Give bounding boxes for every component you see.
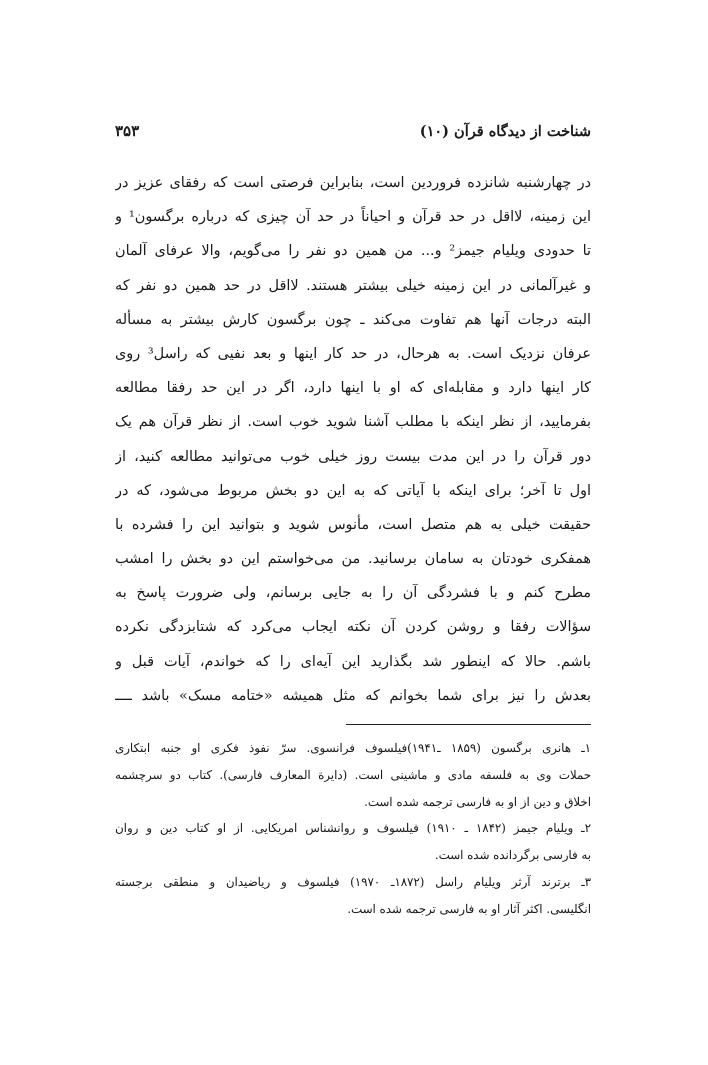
- body-line: عرفان نزدیک است. به هرحال، در حد کار اینها و بعد نفیی که راسل³ روی: [115, 345, 591, 362]
- running-head: [115, 118, 591, 144]
- body-line: بفرمایید، از نظر اینکه با مطلب آشنا شوید خوب است. از نظر قرآن هم یک: [115, 414, 591, 431]
- footnote-line: انگلیسی. اکثر آثار او به فارسی ترجمه شده است.: [347, 901, 591, 916]
- body-line: و غیرآلمانی در این زمینه خیلی بیشتر هستند. لااقل در حد همین دو نفر که: [115, 277, 591, 294]
- body-line: این زمینه، لااقل در حد قرآن و احیاناً در حد آن چیزی که درباره برگسون¹ و: [115, 209, 591, 226]
- footnote-line: ۲ـ ویلیام جیمز (۱۸۴۲ ـ ۱۹۱۰) فیلسوف و روانشناس امریکایی. از او کتاب دین و روان: [115, 821, 591, 836]
- body-line: کار اینها دارد و مقابله‌ای که او با اینها دارد، اگر در این حد رفقا مطالعه: [115, 380, 591, 397]
- footnote-line: ۳ـ برترند آرثر ویلیام راسل (۱۸۷۲ـ ۱۹۷۰) فیلسوف و ریاضیدان و منطقی برجسته: [115, 874, 591, 889]
- body-line: همفکری خودتان به سامان برسانید. من می‌خواستم این دو بخش را امشب: [115, 551, 591, 568]
- body-line: البته درجات آنها هم تفاوت می‌کند ـ چون برگسون کارش بیشتر به مسأله: [115, 311, 591, 328]
- body-line: سؤالات رفقا و روشن کردن آن نکته ایجاب می‌کرد که شتابزدگی نکرده: [115, 619, 591, 636]
- page-number: ۳۵۳: [115, 122, 140, 140]
- footnote-line: به فارسی برگردانده شده است.: [434, 848, 591, 863]
- body-line: مطرح کنم و با فشردگی آن را به جایی برسانم، ولی ضرورت پاسخ به: [115, 585, 591, 602]
- footnotes: [115, 735, 591, 923]
- body-line: بعدش را نیز برای شما بخوانم که مثل همیشه «ختامه مسک» باشد ــــ: [115, 687, 591, 704]
- body-line: اول تا آخر؛ برای اینکه با آیاتی که به این دو بخش مربوط می‌شود، که در: [115, 482, 591, 499]
- running-head-title: شناخت از دیدگاه قرآن (۱۰): [419, 122, 591, 140]
- body-line: باشم. حالا که اینطور شد بگذارید این آیه‌ای را که خواندم، آیات قبل و: [115, 653, 591, 670]
- body-line: دور قرآن را در این مدت بیست روز خیلی خوب می‌توانید مطالعه کنید، از: [115, 448, 591, 465]
- footnote-divider: [346, 724, 591, 725]
- body-line: در چهارشنبه شانزده فروردین است، بنابراین فرصتی است که رفقای عزیز در: [115, 175, 591, 191]
- footnote-line: ۱ـ هانری برگسون (۱۸۵۹ ـ۱۹۴۱)فیلسوف فرانسوی. سرّ نفوذ فکری او جنبه ابتکاری: [115, 741, 591, 755]
- body-line: تا حدودی ویلیام جیمز² و... من همین دو نفر را می‌گویم، والا عرفای آلمان: [115, 243, 591, 260]
- footnote-line: اخلاق و دین از او به فارسی ترجمه شده است.: [364, 794, 591, 809]
- body-line: حقیقت خیلی به هم متصل است، مأنوس شوید و بتوانید این را فشرده با: [115, 516, 591, 533]
- footnote-line: حملات وی به فلسفه مادی و ماشینی است. (دایرة المعارف فارسی). کتاب دو سرچشمه: [115, 767, 591, 782]
- body-text: [115, 166, 591, 713]
